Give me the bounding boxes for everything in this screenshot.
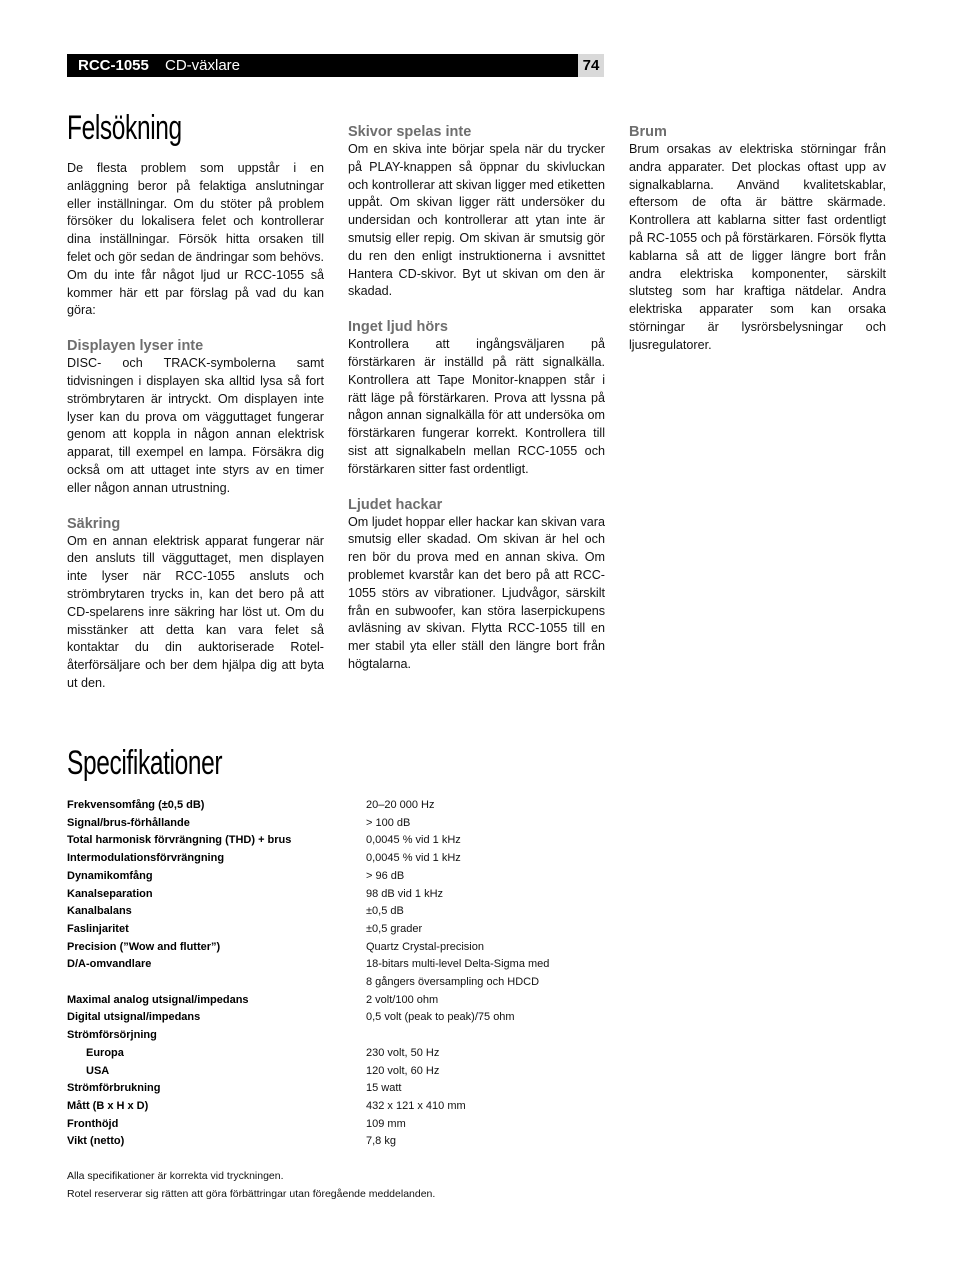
spec-label: Precision (”Wow and flutter”): [67, 940, 221, 953]
intro-section: [67, 160, 324, 320]
spec-label: Faslinjaritet: [67, 922, 129, 935]
spec-value: 15 watt: [366, 1082, 402, 1095]
spec-value: Quartz Crystal-precision: [366, 940, 484, 953]
section-text: Om en annan elektrisk apparat fungerar när den ansluts till vägguttaget, men displayen inte lyser när RCC-1055 ansluts och strömbrytaren trycks in, kan det bero på att CD-spelarens inre säkring har löst ut. Om du misstänker att detta kan vara felet så kontaktar du din auktoriserade Rotel-återförsäljare och ber dem hjälpa dig att byta ut den.: [67, 533, 324, 690]
spec-row: [67, 939, 587, 957]
spec-label: Signal/brus-förhållande: [67, 816, 190, 829]
column-2: [348, 123, 605, 691]
footnotes: [67, 1167, 435, 1203]
spec-label: Vikt (netto): [67, 1135, 125, 1148]
spec-row: [67, 1133, 587, 1151]
spec-value: 2 volt/100 ohm: [366, 993, 439, 1006]
spec-value: 109 mm: [366, 1117, 406, 1130]
spec-row: [67, 956, 587, 974]
section-text: Kontrollera att ingångsväljaren på förstärkaren är inställd på rätt signalkälla. Kontrollera att Tape Monitor-knappen står i rätt läge på förstärkaren. Prova att lyssna på någon annan signalkälla för att undersöka om förstärkaren fungerar korrekt. Kontrollera till sist att signalkabeln mellan RCC-1055 och förstärkaren sitter fast ordentligt.: [348, 337, 605, 476]
spec-row: [67, 1045, 587, 1063]
spec-row: [67, 1063, 587, 1081]
spec-row: [67, 1009, 587, 1027]
column-3: [629, 123, 886, 372]
spec-row: [67, 1080, 587, 1098]
spec-value: > 100 dB: [366, 816, 411, 829]
section-heading: Skivor spelas inte: [348, 124, 472, 140]
spec-label: Maximal analog utsignal/impedans: [67, 993, 249, 1006]
spec-row: [67, 886, 587, 904]
section-heading: Displayen lyser inte: [67, 338, 204, 355]
spec-table: [67, 797, 587, 1151]
spec-value: ±0,5 grader: [366, 922, 423, 935]
spec-row: [67, 992, 587, 1010]
spec-value: 432 x 121 x 410 mm: [366, 1099, 466, 1112]
spec-label: Frekvensomfång (±0,5 dB): [67, 799, 205, 811]
spec-row: [67, 1116, 587, 1134]
spec-label: Fronthöjd: [67, 1117, 119, 1130]
section-hum: [629, 123, 886, 355]
spec-value: 230 volt, 50 Hz: [366, 1046, 440, 1059]
spec-label: Total harmonisk förvrängning (THD) + brus: [67, 834, 292, 847]
spec-label: D/A-omvandlare: [67, 958, 152, 971]
spec-label: Digital utsignal/impedans: [67, 1011, 201, 1024]
spec-value: [366, 1027, 587, 1045]
spec-label: Intermodulationsförvrängning: [67, 852, 225, 865]
spec-value: 98 dB vid 1 kHz: [366, 887, 444, 900]
section-text: Brum orsakas av elektriska störningar från andra apparater. Det plockas oftast upp av signalkablarna. Använd kvalitetskablar, eftersom de ofta är bättre skärmade. Kontrollera att kablarna sitter fast ordentligt på RC-1055 och på förstärkaren. Försök flytta kablarna så att de ligger längre bort från andra elektriska komponenter, särskilt slutsteg som har kraftiga nätdelar. Andra elektriska apparater som kan orsaka störningar är lysrörsbelysningar och ljusregulatorer.: [629, 142, 886, 352]
spec-label: USA: [86, 1064, 110, 1077]
spec-row: [67, 868, 587, 886]
spec-value: 0,5 volt (peak to peak)/75 ohm: [366, 1011, 515, 1024]
header-model: RCC-1055: [78, 57, 149, 74]
spec-label: Kanalbalans: [67, 905, 132, 918]
section-display: [67, 337, 324, 497]
spec-label: Dynamikomfång: [67, 869, 153, 882]
spec-value: 20–20 000 Hz: [366, 799, 435, 811]
spec-row: [67, 1098, 587, 1116]
spec-row: [67, 815, 587, 833]
spec-row: [67, 1027, 587, 1045]
section-text: Om en skiva inte börjar spela när du trycker på PLAY-knappen så öppnar du skivluckan och kontrollerar att skivan ligger med etiketten uppåt. Om skivan ligger rätt undersöker du undersidan och kontrollerar att ytan inte är smutsig eller repig. Om skivan är smutsig gör du ren den enligt instruktionerna i avsnittet Hantera CD-skivor. Byt ut skivan om den är skadad.: [348, 142, 605, 299]
spec-row: [67, 832, 587, 850]
spec-value: 0,0045 % vid 1 kHz: [366, 834, 461, 847]
section-text: Om ljudet hoppar eller hackar kan skivan vara smutsig eller skadad. Om skivan är hel och ren bör du prova med en annan skiva. Om problemet kvarstår kan det bero på att RCC-1055 störs av vibrationer. Ljudvågor, särskilt från en subwoofer, kan störa laserpickupens avläsning av skivan. Flytta RCC-1055 till en mer stabil yta eller ställ den längre bort från högtalarna.: [348, 514, 605, 671]
spec-row: [67, 903, 587, 921]
spec-label: Kanalseparation: [67, 887, 153, 900]
spec-row: [67, 850, 587, 868]
page-number: 74: [582, 57, 600, 74]
spec-label: Mått (B x H x D): [67, 1099, 149, 1112]
specifications-title: Specifikationer: [67, 744, 223, 782]
spec-value: 120 volt, 60 Hz: [366, 1064, 440, 1077]
spec-row: [67, 974, 587, 992]
spec-value: > 96 dB: [366, 869, 405, 882]
section-text: DISC- och TRACK-symbolerna samt tidvisningen i displayen ska alltid lysa så fort strömbrytaren är intryckt. Om displayen inte lyser kan du prova om vägguttaget fungerar genom att koppla in någon annan elektrisk apparat, till exempel en lampa. Försäkra dig också om att uttaget inte styrs av en timer eller någon annan utrustning.: [67, 356, 324, 495]
troubleshooting-title: Felsökning: [67, 109, 182, 147]
spec-label: [67, 974, 366, 992]
section-heading: Ljudet hackar: [348, 496, 443, 513]
spec-label: Strömförsörjning: [67, 1029, 157, 1042]
section-heading: Brum: [629, 124, 667, 140]
spec-row: [67, 921, 587, 939]
intro-text: De flesta problem som uppstår i en anläggning beror på felaktiga anslutningar eller inställningar. Om du stöter på problem försöker du lokalisera felet och kontrollerar dina inställningar. Försök hitta orsaken till felet och gör sedan de ändringar som behövs. Om du inte får något ljud ur RCC-1055 så kommer här ett par förslag på vad du kan göra:: [67, 161, 324, 318]
spec-value: 8 gångers översampling och HDCD: [366, 976, 540, 989]
spec-value: 18-bitars multi-level Delta-Sigma med: [366, 958, 550, 971]
spec-value: 7,8 kg: [366, 1135, 396, 1148]
spec-row: [67, 797, 587, 815]
spec-label: Strömförbrukning: [67, 1082, 161, 1095]
header-subtitle: CD-växlare: [165, 57, 241, 74]
column-1: [67, 160, 324, 710]
section-no-sound: [348, 318, 605, 478]
section-heading: Inget ljud hörs: [348, 319, 448, 336]
section-fuse: [67, 515, 324, 693]
spec-value: 0,0045 % vid 1 kHz: [366, 852, 461, 865]
spec-label: Europa: [86, 1046, 124, 1059]
section-skipping: [348, 496, 605, 674]
section-discs: [348, 123, 605, 301]
footnote: Alla specifikationer är korrekta vid tryckningen.: [67, 1170, 284, 1182]
spec-value: ±0,5 dB: [366, 905, 404, 918]
footnote: Rotel reserverar sig rätten att göra förbättringar utan föregående meddelanden.: [67, 1188, 436, 1200]
section-heading: Säkring: [67, 515, 121, 532]
